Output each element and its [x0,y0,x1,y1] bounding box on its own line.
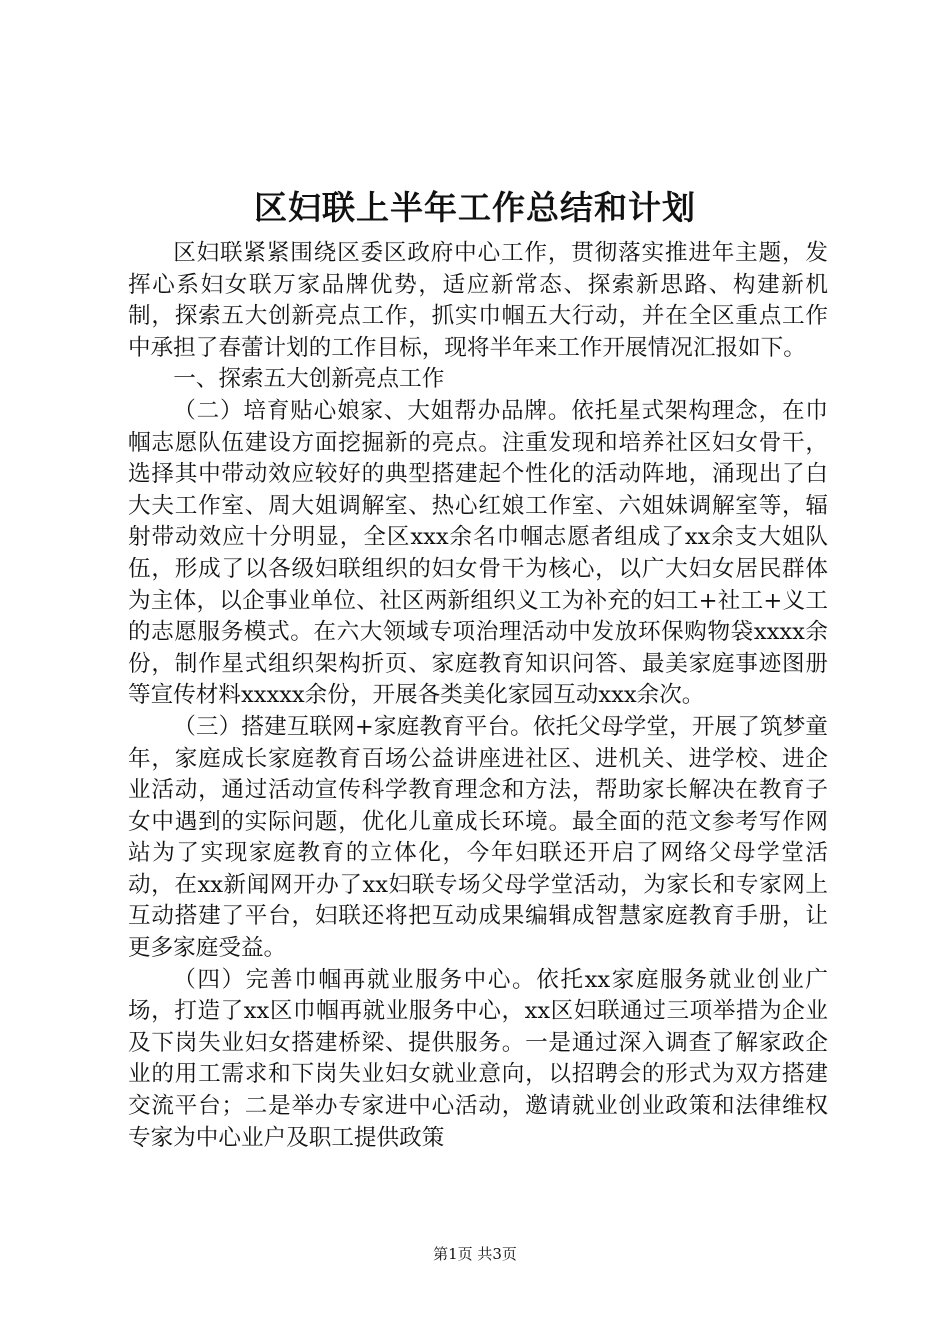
page-footer: 第1页 共3页 [433,1245,517,1263]
section-heading: 一、探索五大创新亮点工作 [173,366,445,393]
paragraph-family-education: （三）搭建互联网+家庭教育平台。依托父母学堂，开展了筑梦童年，家庭成长家庭教育百场公益讲座进社区、进机关、进学校、进企业活动，通过活动宣传科学教育理念和方法，帮助家长解决在教育子女中遇到的实际问题，优化儿童成长环境。最全面的范文参考写作网站为了实现家庭教育的立体化，今年妇联还开启了网络父母学堂活动，在xx新闻网开办了xx妇联专场父母学堂活动，为家长和专家网上互动搭建了平台，妇联还将把互动成果编辑成智慧家庭教育手册，让更多家庭受益。 [128,713,828,962]
document-title: 区妇联上半年工作总结和计划 [254,188,696,227]
paragraph-reemployment: （四）完善巾帼再就业服务中心。依托xx家庭服务就业创业广场，打造了xx区巾帼再就业服务中心，xx区妇联通过三项举措为企业及下岗失业妇女搭建桥梁、提供服务。一是通过深入调查了解家政企业的用工需求和下岗失业妇女就业意向，以招聘会的形式为双方搭建交流平台；二是举办专家进中心活动，邀请就业创业政策和法律维权专家为中心业户及职工提供政策 [128,966,828,1151]
paragraph-brand: （二）培育贴心娘家、大姐帮办品牌。依托星式架构理念，在巾帼志愿队伍建设方面挖掘新的亮点。注重发现和培养社区妇女骨干，选择其中带动效应较好的典型搭建起个性化的活动阵地，涌现出了白大夫工作室、周大姐调解室、热心红娘工作室、六姐妹调解室等，辐射带动效应十分明显，全区xxx余名巾帼志愿者组成了xx余支大姐队伍，形成了以各级妇联组织的妇女骨干为核心，以广大妇女居民群体为主体，以企事业单位、社区两新组织义工为补充的妇工+社工+义工的志愿服务模式。在六大领域专项治理活动中发放环保购物袋xxxx余份，制作星式组织架构折页、家庭教育知识问答、最美家庭事迹图册等宣传材料xxxxx余份，开展各类美化家园互动xxx余次。 [128,397,828,709]
document-body [128,238,828,1154]
intro-paragraph: 区妇联紧紧围绕区委区政府中心工作，贯彻落实推进年主题，发挥心系妇女联万家品牌优势，适应新常态、探索新思路、构建新机制，探索五大创新亮点工作，抓实巾帼五大行动，并在全区重点工作中承担了春蕾计划的工作目标，现将半年来工作开展情况汇报如下。 [128,240,828,361]
